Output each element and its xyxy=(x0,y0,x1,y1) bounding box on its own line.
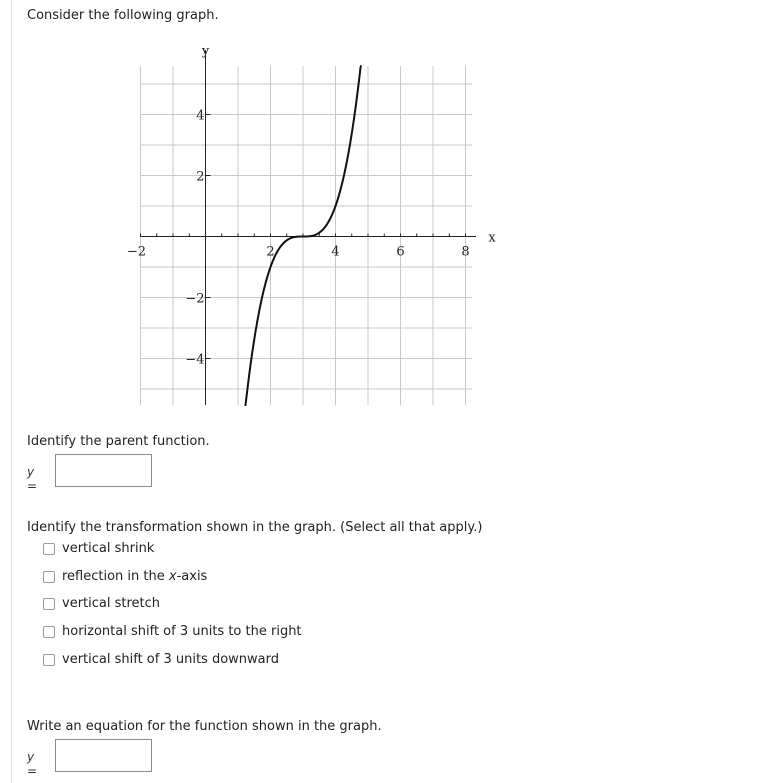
part1-prompt: Identify the parent function. xyxy=(27,434,210,449)
option-label: vertical shift of 3 units downward xyxy=(62,652,280,667)
y-tick-label: 2 xyxy=(196,169,205,185)
x-tick-label: 2 xyxy=(266,244,275,260)
parent-function-input[interactable] xyxy=(55,454,152,487)
x-tick-label: 6 xyxy=(396,244,405,260)
y-equals-label: y = xyxy=(27,465,38,493)
checkbox[interactable] xyxy=(43,654,55,666)
y-tick-label: −2 xyxy=(185,291,205,307)
option-label: vertical shrink xyxy=(62,541,155,556)
equation-input[interactable] xyxy=(55,739,152,772)
checkbox[interactable] xyxy=(43,571,55,583)
intro-text: Consider the following graph. xyxy=(27,8,219,23)
x-axis-label: x xyxy=(488,230,496,246)
question-panel xyxy=(11,0,769,783)
option-label: vertical stretch xyxy=(62,596,161,611)
part2-prompt: Identify the transformation shown in the graph. (Select all that apply.) xyxy=(27,520,483,535)
y-equals-label: y = xyxy=(27,750,38,778)
part3-prompt: Write an equation for the function shown in the graph. xyxy=(27,719,382,734)
y-axis-label: y xyxy=(201,44,210,59)
x-tick-label: 8 xyxy=(461,244,470,260)
y-tick-label: 4 xyxy=(196,108,205,124)
x-tick-label: 4 xyxy=(331,244,340,260)
function-graph xyxy=(12,0,769,420)
option-label: horizontal shift of 3 units to the right xyxy=(62,624,302,639)
option-label: reflection in the x-axis xyxy=(62,569,208,584)
checkbox[interactable] xyxy=(43,626,55,638)
checkbox[interactable] xyxy=(43,543,55,555)
checkbox[interactable] xyxy=(43,598,55,610)
y-tick-label: −4 xyxy=(185,352,205,368)
x-tick-label: −2 xyxy=(126,244,147,260)
